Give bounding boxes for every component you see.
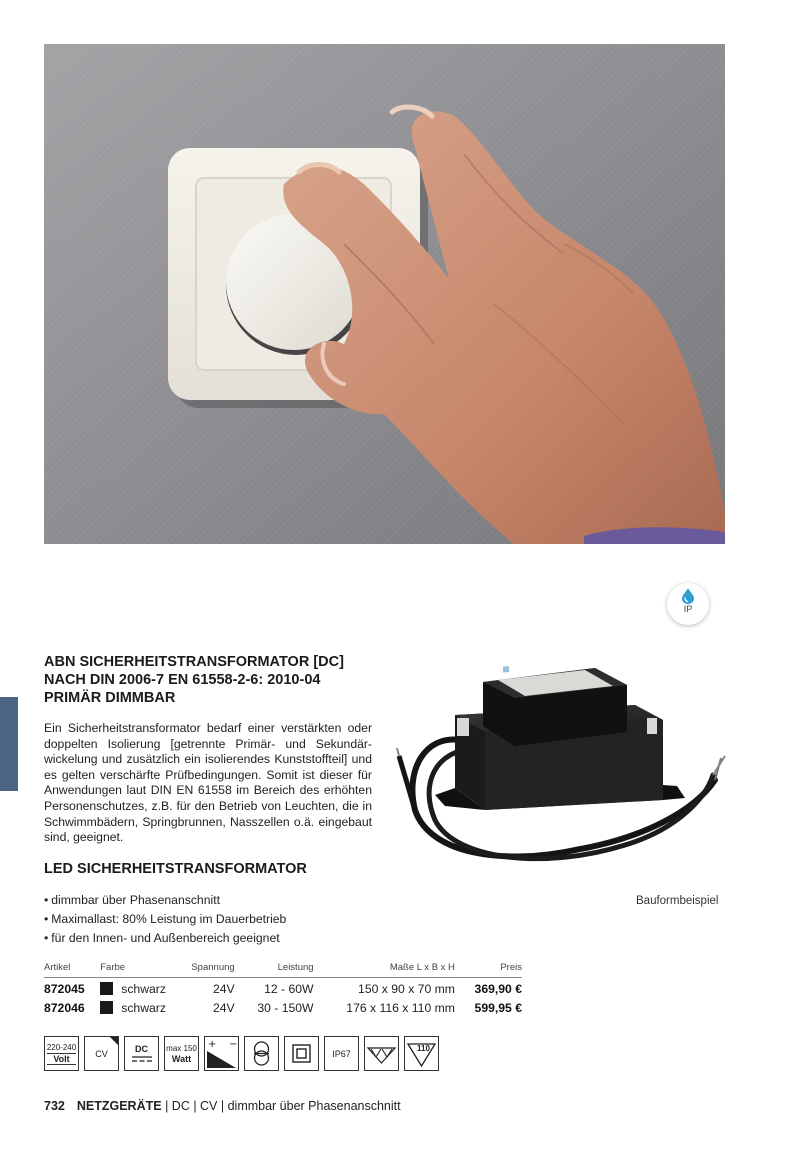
- cv-label: CV: [95, 1048, 108, 1059]
- color-swatch: [100, 982, 113, 995]
- symbol-row: [44, 1036, 439, 1071]
- mm-mark-icon: [364, 1036, 399, 1071]
- voltage-unit: Volt: [47, 1053, 76, 1065]
- section-name: NETZGERÄTE: [76, 1099, 162, 1113]
- protection-class-icon: [284, 1036, 319, 1071]
- feature-text: Maximallast: 80% Leistung im Dauerbetrieb: [51, 912, 287, 926]
- color-name: schwarz: [121, 981, 166, 996]
- temperature-value: 110: [417, 1044, 430, 1053]
- list-item: [44, 891, 286, 910]
- dc-icon: [124, 1036, 159, 1071]
- spec-table: [44, 962, 522, 1016]
- table-row: [44, 978, 522, 997]
- safety-transformer-icon: [244, 1036, 279, 1071]
- chapter-tab: [0, 697, 18, 791]
- water-drop-icon: [681, 588, 695, 604]
- ip-badge: [667, 583, 709, 625]
- dc-lines-icon: [132, 1056, 152, 1062]
- cell-farbe: [100, 997, 166, 1016]
- ip67-label: IP67: [332, 1048, 351, 1059]
- max-watt-value: max 150: [166, 1043, 197, 1053]
- feature-text: für den Innen- und Außenbereich geeignet: [51, 931, 280, 945]
- header-masse: Maße L x B x H: [314, 962, 455, 978]
- color-swatch: [100, 1001, 113, 1014]
- table-header-row: [44, 962, 522, 978]
- ip-label: IP: [683, 604, 693, 614]
- cell-artikel: 872045: [44, 981, 85, 996]
- voltage-icon: [44, 1036, 79, 1071]
- cell-spannung: 24V: [212, 1000, 235, 1015]
- table-row: [44, 997, 522, 1016]
- svg-text:+: +: [208, 1039, 217, 1050]
- product-description: Ein Sicherheitstransformator bedarf einer verstärkten oder doppelten Isolierung [getrennte Primär- und Sekundär-wickelung und zusätzlich ein isolierendes Kunststoffteil] und es gelten verschärfte Prüfbedingungen. Somit ist dieser für Anwendungen laut DIN EN 61558 im Bereich des erhöhten Personenschutzes, z.B. für den Betrieb von Leuchten, die in Schwimmbädern, Springbrunnen, Nasszellen o.ä. eingebaut sind, geeignet.: [44, 721, 372, 845]
- cell-leistung: 12 - 60W: [264, 981, 314, 996]
- cell-artikel: 872046: [44, 1000, 85, 1015]
- cell-preis: 369,90 €: [474, 981, 522, 996]
- list-item: [44, 929, 286, 948]
- title-line-1: ABN SICHERHEITSTRANSFORMATOR [DC]: [44, 654, 344, 670]
- bullet-icon: •: [44, 912, 49, 926]
- product-photo: [395, 660, 731, 875]
- bullet-icon: •: [44, 931, 49, 945]
- section-subtitle: LED SICHERHEITSTRANSFORMATOR: [44, 861, 307, 877]
- feature-list: [44, 891, 286, 948]
- temperature-mark-icon: [404, 1036, 439, 1071]
- header-artikel: Artikel: [44, 962, 100, 978]
- product-title: [44, 653, 384, 707]
- cell-masse: 176 x 116 x 110 mm: [346, 1000, 455, 1015]
- header-preis: Preis: [455, 962, 522, 978]
- max-watt-unit: Watt: [171, 1053, 192, 1064]
- cell-preis: 599,95 €: [474, 1000, 522, 1015]
- cv-icon: [84, 1036, 119, 1071]
- header-farbe: Farbe: [100, 962, 166, 978]
- feature-text: dimmbar über Phasenanschnitt: [51, 893, 220, 907]
- bullet-icon: •: [44, 893, 49, 907]
- list-item: [44, 910, 286, 929]
- header-leistung: Leistung: [235, 962, 314, 978]
- cell-leistung: 30 - 150W: [257, 1000, 314, 1015]
- header-spannung: Spannung: [166, 962, 235, 978]
- page-number: 732: [44, 1099, 65, 1113]
- title-line-3: PRIMÄR DIMMBAR: [44, 690, 176, 706]
- dc-label: DC: [135, 1043, 148, 1054]
- dimmable-icon: [204, 1036, 239, 1071]
- page-footer: [44, 1099, 401, 1113]
- product-photo-caption: Bauformbeispiel: [636, 895, 719, 907]
- max-watt-icon: [164, 1036, 199, 1071]
- svg-text:−: −: [229, 1039, 238, 1050]
- corner-mark-icon: [110, 1037, 118, 1045]
- hero-photo: [44, 44, 725, 544]
- cell-masse: 150 x 90 x 70 mm: [358, 981, 455, 996]
- color-name: schwarz: [121, 1000, 166, 1015]
- ip67-icon: [324, 1036, 359, 1071]
- cell-farbe: [100, 978, 166, 997]
- voltage-range: 220-240: [46, 1042, 77, 1052]
- footer-categories: | DC | CV | dimmbar über Phasenanschnitt: [161, 1099, 401, 1113]
- cell-spannung: 24V: [212, 981, 235, 996]
- title-line-2: NACH DIN 2006-7 EN 61558-2-6: 2010-04: [44, 672, 321, 688]
